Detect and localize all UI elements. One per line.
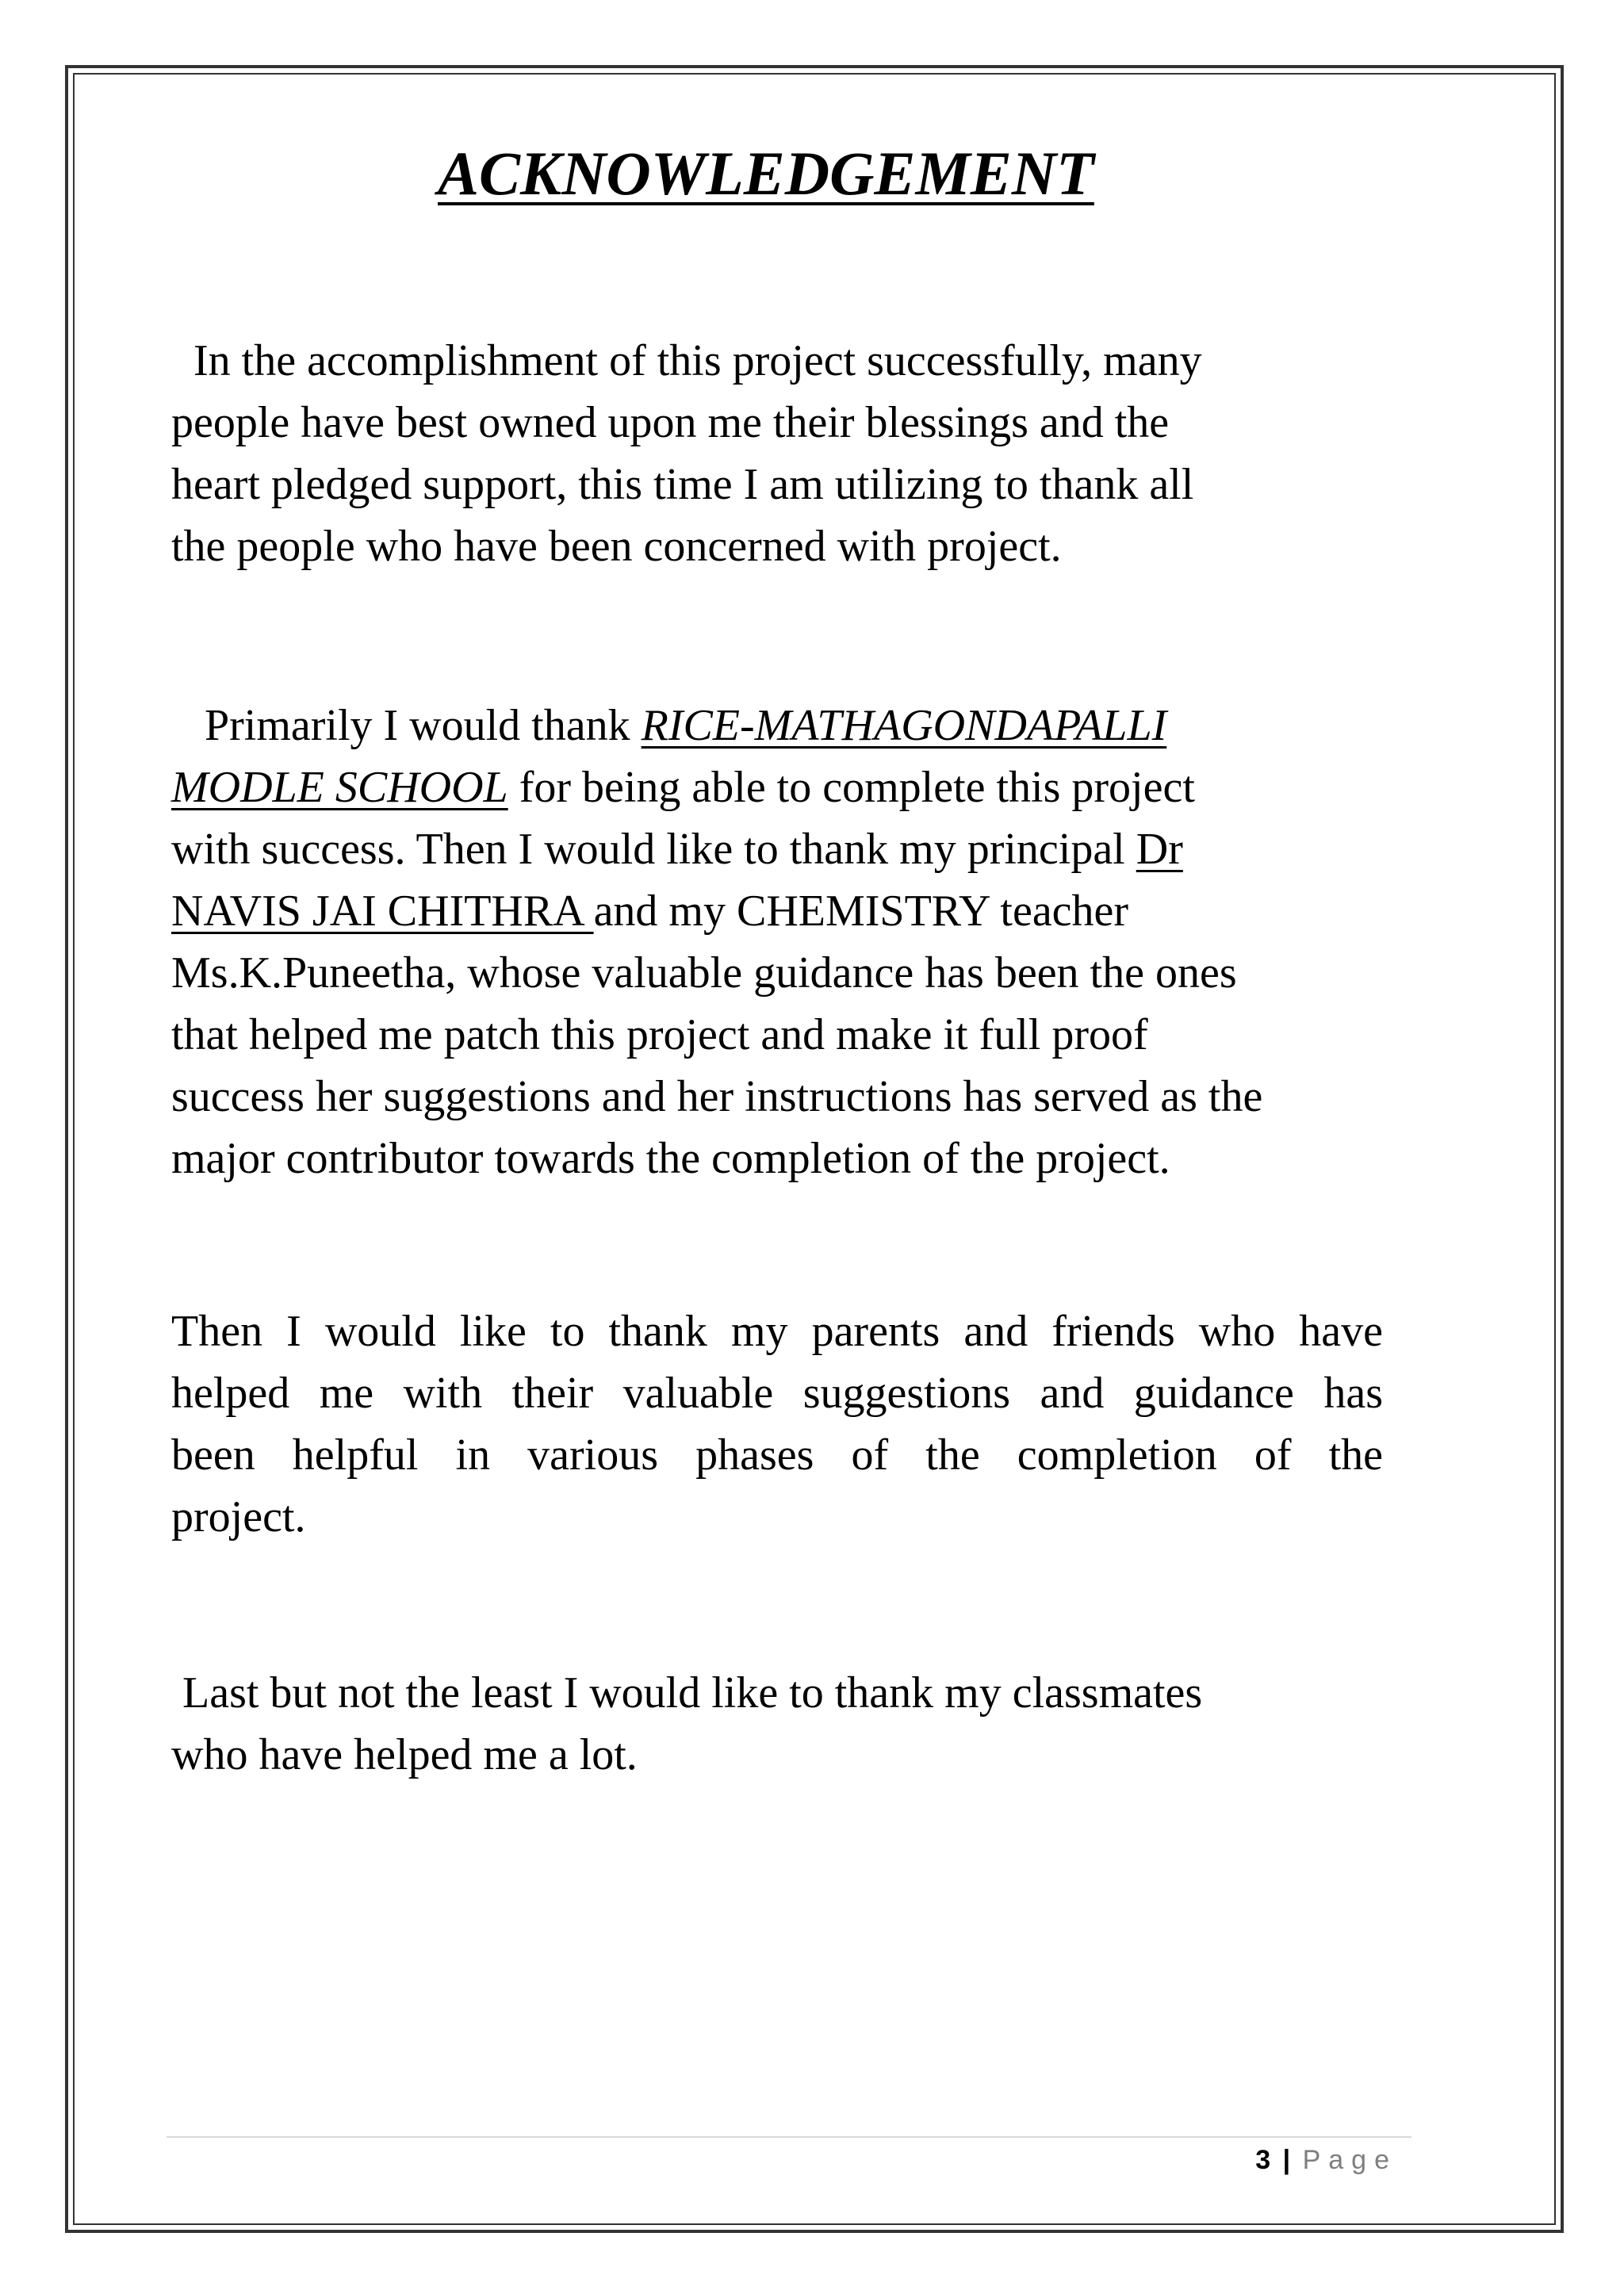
paragraph-line xyxy=(171,818,1408,880)
paragraph-line: that helped me patch this project and make it full proof xyxy=(171,1010,1148,1059)
text-run: with success. Then I would like to thank my principal xyxy=(171,825,1136,874)
text-run: Primarily I would thank xyxy=(171,701,642,750)
paragraph-line xyxy=(171,880,1408,942)
paragraph-thanks-parents xyxy=(171,1300,1383,1548)
paragraph-line: who have helped me a lot. xyxy=(171,1730,638,1779)
paragraph-intro xyxy=(171,330,1408,577)
principal-name-cont: NAVIS JAI CHITHRA xyxy=(171,887,594,936)
footer-separator: | xyxy=(1282,2145,1291,2175)
paragraph-line: project. xyxy=(171,1492,306,1541)
paragraph-line: people have best owned upon me their blessings and the xyxy=(171,398,1170,447)
paragraph-line xyxy=(171,756,1408,818)
paragraph-line: Then I would like to thank my parents and friends who have xyxy=(171,1307,1383,1356)
paragraph-line xyxy=(171,695,1408,756)
paragraph-line: major contributor towards the completion of the project. xyxy=(171,1134,1170,1183)
paragraph-thanks-school xyxy=(171,695,1408,1189)
text-run: and my CHEMISTRY teacher xyxy=(593,887,1129,936)
page-label: Page xyxy=(1302,2145,1397,2175)
paragraph-line: the people who have been concerned with project. xyxy=(171,522,1062,571)
page-footer xyxy=(1255,2143,1397,2177)
paragraph-line: been helpful in various phases of the completion of the xyxy=(171,1430,1383,1480)
school-name-cont: MODLE SCHOOL xyxy=(171,763,508,812)
footer-divider xyxy=(167,2136,1411,2138)
paragraph-line: heart pledged support, this time I am utilizing to thank all xyxy=(171,460,1194,509)
paragraph-thanks-classmates xyxy=(171,1662,1408,1786)
paragraph-line: helped me with their valuable suggestions and guidance has xyxy=(171,1369,1383,1418)
text-run: for being able to complete this project xyxy=(508,763,1195,812)
paragraph-line: Ms.K.Puneetha, whose valuable guidance has been the ones xyxy=(171,948,1237,998)
page-title: ACKNOWLEDGEMENT xyxy=(438,139,1094,208)
school-name: RICE-MATHAGONDAPALLI xyxy=(641,701,1167,750)
principal-name: Dr xyxy=(1136,825,1183,874)
paragraph-line: Last but not the least I would like to thank my classmates xyxy=(171,1668,1203,1718)
paragraph-line: In the accomplishment of this project successfully, many xyxy=(171,336,1202,385)
paragraph-line: success her suggestions and her instructions has served as the xyxy=(171,1072,1263,1121)
page-number: 3 xyxy=(1255,2145,1271,2175)
